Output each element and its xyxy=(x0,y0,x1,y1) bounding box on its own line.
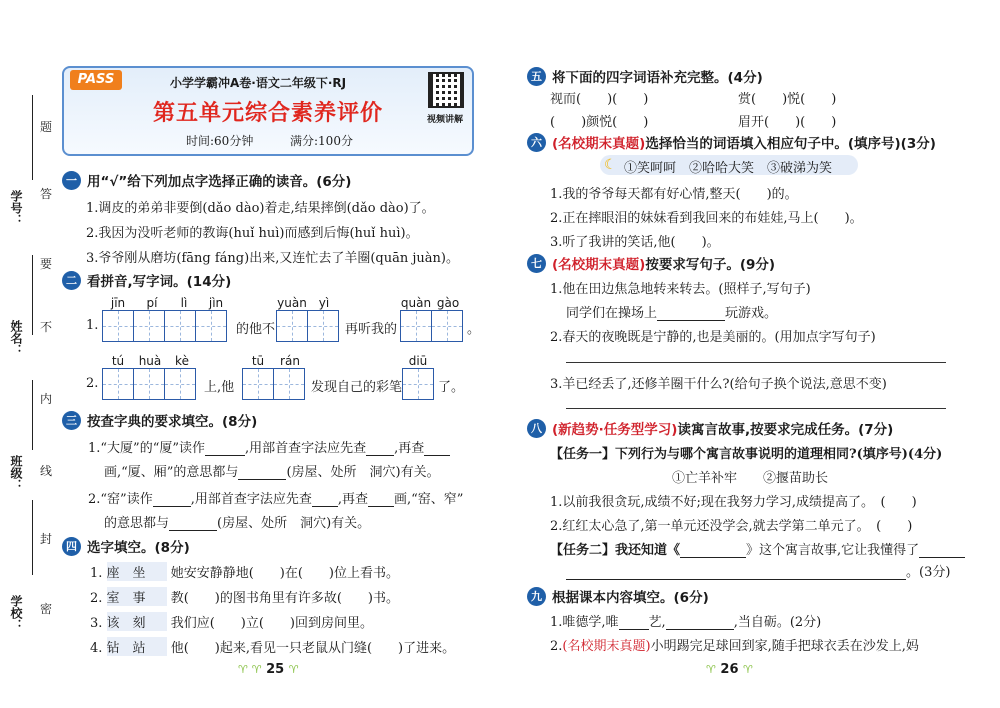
question-line: 1. 座 坐 她安安静静地( )在( )位上看书。 xyxy=(90,562,399,581)
pinyin: tū xyxy=(251,354,265,368)
task-two-cont: 。(3分) xyxy=(566,561,950,580)
idiom: 视而( )( ) xyxy=(550,92,649,107)
question-line: 1.“大厦”的“厦”读作 ,用部首查字法应先查 ,再查 xyxy=(88,437,450,456)
pinyin: lì xyxy=(180,296,188,310)
section-3-heading: 三 按查字典的要求填空。(8分) xyxy=(62,410,257,430)
section-number: 三 xyxy=(62,411,81,430)
text: 发现自己的彩笔 xyxy=(311,380,403,395)
seal-char: 内 xyxy=(40,392,53,406)
text: 上,他 xyxy=(204,380,235,395)
section-4-heading: 四 选字填空。(8分) xyxy=(62,536,190,556)
sprout-icon: ♈ xyxy=(288,663,299,676)
question-line: 2.红红太心急了,第一单元还没学会,就去学第二单元了。 ( ) xyxy=(550,519,913,534)
text: 。 xyxy=(467,322,481,337)
answer-line[interactable] xyxy=(566,362,946,363)
pinyin: gào xyxy=(436,296,460,310)
idiom: ( )颜悦( ) xyxy=(550,115,649,130)
question-line: 3.听了我讲的笑话,他( )。 xyxy=(550,235,720,250)
logo: PASS xyxy=(70,70,122,90)
question-line: 1.调皮的弟弟非要倒(dǎo dào)着走,结果摔倒(dǎo dào)了。 xyxy=(86,201,435,216)
idiom: 赏( )悦( ) xyxy=(738,92,837,107)
name-label: 姓名： xyxy=(9,320,23,356)
question-line: 3.爷爷刚从磨坊(fāng fáng)出来,又连忙去了羊圈(quān juàn)。 xyxy=(86,251,459,266)
full-score: 满分:100分 xyxy=(290,134,353,148)
pinyin: huà xyxy=(138,354,162,368)
pinyin: pí xyxy=(146,296,158,310)
writing-grid[interactable] xyxy=(400,310,462,342)
text: 再听我的 xyxy=(345,322,398,337)
task-two: 【任务二】我还知道《 》这个寓言故事,它让我懂得了 xyxy=(550,539,965,558)
seal-char: 密 xyxy=(40,602,53,616)
question-line: 2.我因为没听老师的教诲(huǐ huì)而感到后悔(huǐ huì)。 xyxy=(86,226,419,241)
seal-char: 题 xyxy=(40,120,53,134)
writing-grid[interactable] xyxy=(402,368,433,400)
question-line: 3.羊已经丢了,还修羊圈干什么?(给句子换个说法,意思不变) xyxy=(550,377,887,392)
section-7-heading: 七 (名校期末真题) 按要求写句子。(9分) xyxy=(527,253,775,273)
writing-grid[interactable] xyxy=(276,310,338,342)
pinyin: jīn xyxy=(110,296,126,310)
sprout-icon: ♈ xyxy=(743,663,753,676)
section-number: 四 xyxy=(62,537,81,556)
class-label: 班级： xyxy=(9,455,23,491)
answer-line[interactable] xyxy=(566,408,946,409)
options: ①亡羊补牢 ②揠苗助长 xyxy=(672,471,829,486)
writing-grid[interactable] xyxy=(242,368,304,400)
section-number: 一 xyxy=(62,171,81,190)
series-title: 小学学霸冲A卷·语文二年级下·RJ xyxy=(170,76,347,90)
section-number: 二 xyxy=(62,271,81,290)
section-number: 六 xyxy=(527,133,546,152)
student-id-label: 学号： xyxy=(9,190,23,226)
pinyin: kè xyxy=(175,354,189,368)
sprout-icon: ♈ ♈ xyxy=(238,663,262,676)
idiom: 眉开( )( ) xyxy=(738,115,837,130)
writing-grid[interactable] xyxy=(102,310,226,342)
pinyin: jìn xyxy=(208,296,224,310)
sprout-icon: ♈ xyxy=(706,663,716,676)
section-6-heading: 六 (名校期末真题) 选择恰当的词语填入相应句子中。(填序号)(3分) xyxy=(527,132,936,152)
section-5-heading: 五 将下面的四字词语补充完整。(4分) xyxy=(527,66,763,86)
text: 的他不 xyxy=(236,322,276,337)
question-line: 1.唯德学,唯 艺, ,当自砺。(2分) xyxy=(550,615,822,630)
section-1-heading: 一 用“√”给下列加点字选择正确的读音。(6分) xyxy=(62,170,351,190)
question-line: 同学们在操场上 玩游戏。 xyxy=(566,306,778,321)
question-line: 2.春天的夜晚既是宁静的,也是美丽的。(用加点字写句子) xyxy=(550,330,876,345)
task-one: 【任务一】下列行为与哪个寓言故事说明的道理相同?(填序号)(4分) xyxy=(550,447,943,462)
question-line: 2. 室 事 教( )的图书角里有许多故( )书。 xyxy=(90,587,399,606)
page-number-right: ♈ 26 ♈ xyxy=(706,662,753,677)
text: 了。 xyxy=(438,380,465,395)
moon-icon: ☾ xyxy=(604,157,617,173)
page-number-left: ♈ ♈ 25 ♈ xyxy=(238,662,299,677)
pinyin: diū xyxy=(408,354,428,368)
section-8-heading: 八 (新趋势·任务型学习) 读寓言故事,按要求完成任务。(7分) xyxy=(527,418,893,438)
question-line: 1.他在田边焦急地转来转去。(照样子,写句子) xyxy=(550,282,811,297)
seal-char: 答 xyxy=(40,187,53,201)
page-title: 第五单元综合素养评价 xyxy=(153,101,384,126)
section-number: 五 xyxy=(527,67,546,86)
pinyin: rán xyxy=(280,354,300,368)
section-number: 九 xyxy=(527,587,546,606)
pinyin: yuàn xyxy=(277,296,307,310)
pinyin: yì xyxy=(318,296,330,310)
question-line: 2.“窑”读作 ,用部首查字法应先查 ,再查 画,“窑、窄” xyxy=(88,492,464,507)
question-line: 1.以前我很贪玩,成绩不好;现在我努力学习,成绩提高了。 ( ) xyxy=(550,495,917,510)
pinyin: tú xyxy=(111,354,125,368)
question-line: 的意思都与 (房屋、处所 洞穴)有关。 xyxy=(104,516,371,531)
qr-label: 视频讲解 xyxy=(427,115,464,125)
seal-char: 要 xyxy=(40,257,53,271)
pinyin: quàn xyxy=(400,296,432,310)
options: ①笑呵呵 ②哈哈大笑 ③破涕为笑 xyxy=(624,161,833,176)
writing-grid[interactable] xyxy=(102,368,195,400)
item-number: 1. xyxy=(86,318,99,333)
item-number: 2. xyxy=(86,376,99,391)
section-9-heading: 九 根据课本内容填空。(6分) xyxy=(527,586,709,606)
seal-char: 不 xyxy=(40,320,53,334)
question-line: 3. 该 刻 我们应( )立( )回到房间里。 xyxy=(90,612,373,631)
section-2-heading: 二 看拼音,写字词。(14分) xyxy=(62,270,231,290)
seal-char: 线 xyxy=(40,464,53,478)
question-line: 2.(名校期末真题)小明踢完足球回到家,随手把球衣丢在沙发上,妈 xyxy=(550,639,919,654)
question-line: 1.我的爷爷每天都有好心情,整天( )的。 xyxy=(550,187,798,202)
section-number: 八 xyxy=(527,419,546,438)
section-number: 七 xyxy=(527,254,546,273)
seal-char: 封 xyxy=(40,532,53,546)
question-line: 2.正在摔眼泪的妹妹看到我回来的布娃娃,马上( )。 xyxy=(550,211,863,226)
question-line: 画,“厦、厢”的意思都与 (房屋、处所 洞穴)有关。 xyxy=(104,465,440,480)
question-line: 4. 钻 站 他( )起来,看见一只老鼠从门缝( )了进来。 xyxy=(90,637,455,656)
school-label: 学校： xyxy=(9,595,23,631)
exam-time: 时间:60分钟 xyxy=(186,134,254,148)
